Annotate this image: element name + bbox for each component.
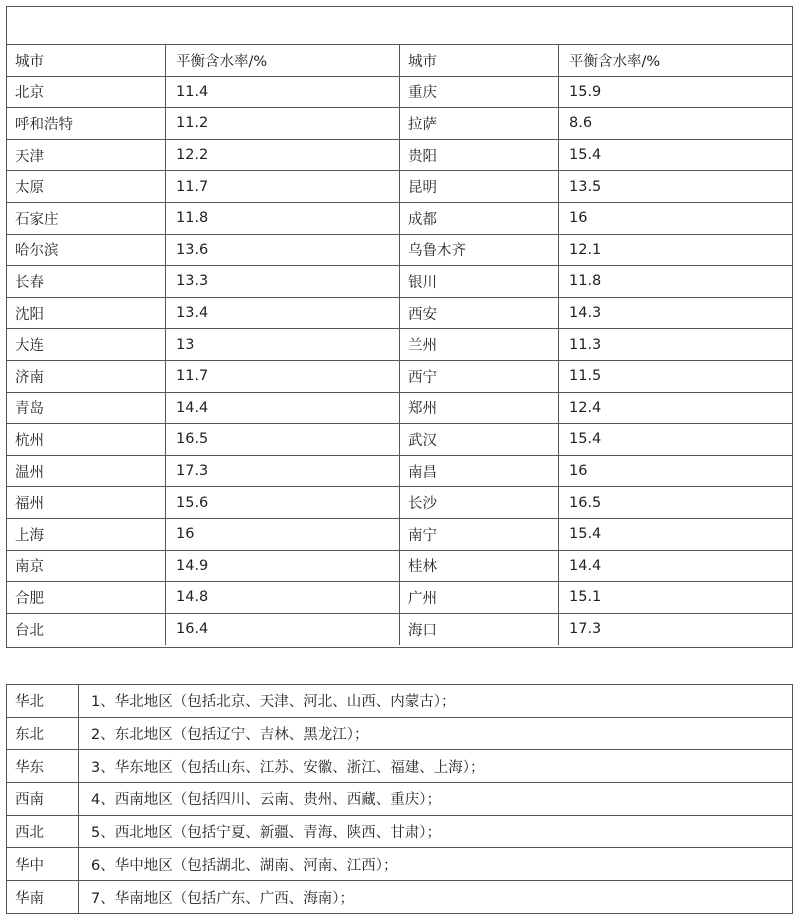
city-left-cell: 台北: [7, 614, 166, 646]
moisture-right-cell: 15.4: [559, 424, 792, 456]
city-left-cell: 石家庄: [7, 203, 166, 235]
moisture-right-cell: 14.4: [559, 551, 792, 583]
header-city-right: 城市: [400, 45, 559, 77]
moisture-left-cell: 15.6: [166, 487, 400, 519]
city-left-cell: 温州: [7, 456, 166, 488]
moisture-right-cell: 14.3: [559, 298, 792, 330]
moisture-right-cell: 16.5: [559, 487, 792, 519]
city-right-cell: 长沙: [400, 487, 559, 519]
moisture-right-cell: 15.4: [559, 140, 792, 172]
moisture-left-cell: 17.3: [166, 456, 400, 488]
moisture-left-cell: 13: [166, 329, 400, 361]
city-right-cell: 海口: [400, 614, 559, 646]
city-right-cell: 南宁: [400, 519, 559, 551]
city-left-cell: 沈阳: [7, 298, 166, 330]
city-right-cell: 武汉: [400, 424, 559, 456]
region-name-cell: 西北: [7, 816, 79, 849]
region-description-cell: 7、华南地区（包括广东、广西、海南）；: [91, 890, 354, 907]
city-left-cell: 太原: [7, 171, 166, 203]
city-right-cell: 南昌: [400, 456, 559, 488]
moisture-left-cell: 14.4: [166, 393, 400, 425]
moisture-right-cell: 11.8: [559, 266, 792, 298]
moisture-grid: [7, 45, 792, 645]
region-description-cell: 4、西南地区（包括四川、云南、贵州、西藏、重庆）；: [79, 783, 792, 816]
city-left-cell: 天津: [7, 140, 166, 172]
moisture-right-cell: 15.4: [559, 519, 792, 551]
moisture-content-table: [6, 6, 793, 648]
moisture-left-cell: 12.2: [166, 140, 400, 172]
moisture-left-cell: 11.2: [166, 108, 400, 140]
moisture-right-cell: 17.3: [569, 621, 602, 638]
moisture-right-cell: 16: [559, 456, 792, 488]
moisture-left-cell: 14.8: [166, 582, 400, 614]
region-name-cell: 华中: [7, 848, 79, 881]
city-right-cell: 昆明: [400, 171, 559, 203]
city-right-cell: 银川: [400, 266, 559, 298]
moisture-left-cell: 14.9: [166, 551, 400, 583]
city-right-cell: 贵阳: [400, 140, 559, 172]
moisture-left-cell: 16.5: [166, 424, 400, 456]
city-right-cell: 乌鲁木齐: [400, 235, 559, 267]
city-left-cell: 长春: [7, 266, 166, 298]
moisture-left-cell: 11.7: [166, 171, 400, 203]
region-description-cell: 2、东北地区（包括辽宁、吉林、黑龙江）；: [79, 718, 792, 751]
moisture-right-cell: 8.6: [559, 108, 792, 140]
header-moisture-right: 平衡含水率/%: [559, 45, 792, 77]
moisture-right-cell: 11.3: [559, 329, 792, 361]
table-blank-title-row: [7, 7, 792, 45]
city-right-cell: 成都: [400, 203, 559, 235]
region-name-cell: 华东: [7, 750, 79, 783]
city-left-cell: 呼和浩特: [7, 108, 166, 140]
region-name-cell: 华北: [7, 685, 79, 718]
moisture-right-cell: 12.4: [559, 393, 792, 425]
region-table: [6, 684, 793, 914]
region-description-cell: 5、西北地区（包括宁夏、新疆、青海、陕西、甘肃）；: [79, 816, 792, 849]
city-right-cell: 广州: [400, 582, 559, 614]
city-left-cell: 杭州: [7, 424, 166, 456]
city-right-cell: 重庆: [400, 77, 559, 109]
moisture-right-cell: 12.1: [559, 235, 792, 267]
moisture-left-cell: 13.4: [166, 298, 400, 330]
moisture-left-cell: 11.4: [166, 77, 400, 109]
region-name-cell: 西南: [7, 783, 79, 816]
city-right-cell: 郑州: [400, 393, 559, 425]
city-right-cell: 拉萨: [400, 108, 559, 140]
city-left-cell: 北京: [7, 77, 166, 109]
moisture-left-cell: 16: [166, 519, 400, 551]
moisture-right-cell: 16: [559, 203, 792, 235]
region-name-cell: 东北: [7, 718, 79, 751]
region-description-cell: 6、华中地区（包括湖北、湖南、河南、江西）；: [79, 848, 792, 881]
city-left-cell: 上海: [7, 519, 166, 551]
moisture-right-cell: 11.5: [559, 361, 792, 393]
header-moisture-left: 平衡含水率/%: [166, 45, 400, 77]
city-left-cell: 福州: [7, 487, 166, 519]
city-left-cell: 哈尔滨: [7, 235, 166, 267]
city-left-cell: 合肥: [7, 582, 166, 614]
moisture-left-cell: 13.6: [166, 235, 400, 267]
moisture-right-cell: 13.5: [559, 171, 792, 203]
moisture-right-cell: 15.1: [559, 582, 792, 614]
region-description-cell: 1、华北地区（包括北京、天津、河北、山西、内蒙古）；: [79, 685, 792, 718]
moisture-left-cell: 13.3: [166, 266, 400, 298]
city-left-cell: 南京: [7, 551, 166, 583]
region-name-cell: 华南: [7, 881, 79, 914]
city-left-cell: 济南: [7, 361, 166, 393]
city-right-cell: 桂林: [400, 551, 559, 583]
moisture-left-cell: 11.7: [166, 361, 400, 393]
city-left-cell: 青岛: [7, 393, 166, 425]
moisture-right-cell: 15.9: [559, 77, 792, 109]
moisture-left-cell: 11.8: [166, 203, 400, 235]
region-description-cell: 3、华东地区（包括山东、江苏、安徽、浙江、福建、上海）；: [79, 750, 792, 783]
city-right-cell: 西安: [400, 298, 559, 330]
city-right-cell: 兰州: [400, 329, 559, 361]
city-right-cell: 西宁: [400, 361, 559, 393]
city-left-cell: 大连: [7, 329, 166, 361]
header-city-left: 城市: [7, 45, 166, 77]
moisture-left-cell: 16.4: [166, 614, 400, 646]
